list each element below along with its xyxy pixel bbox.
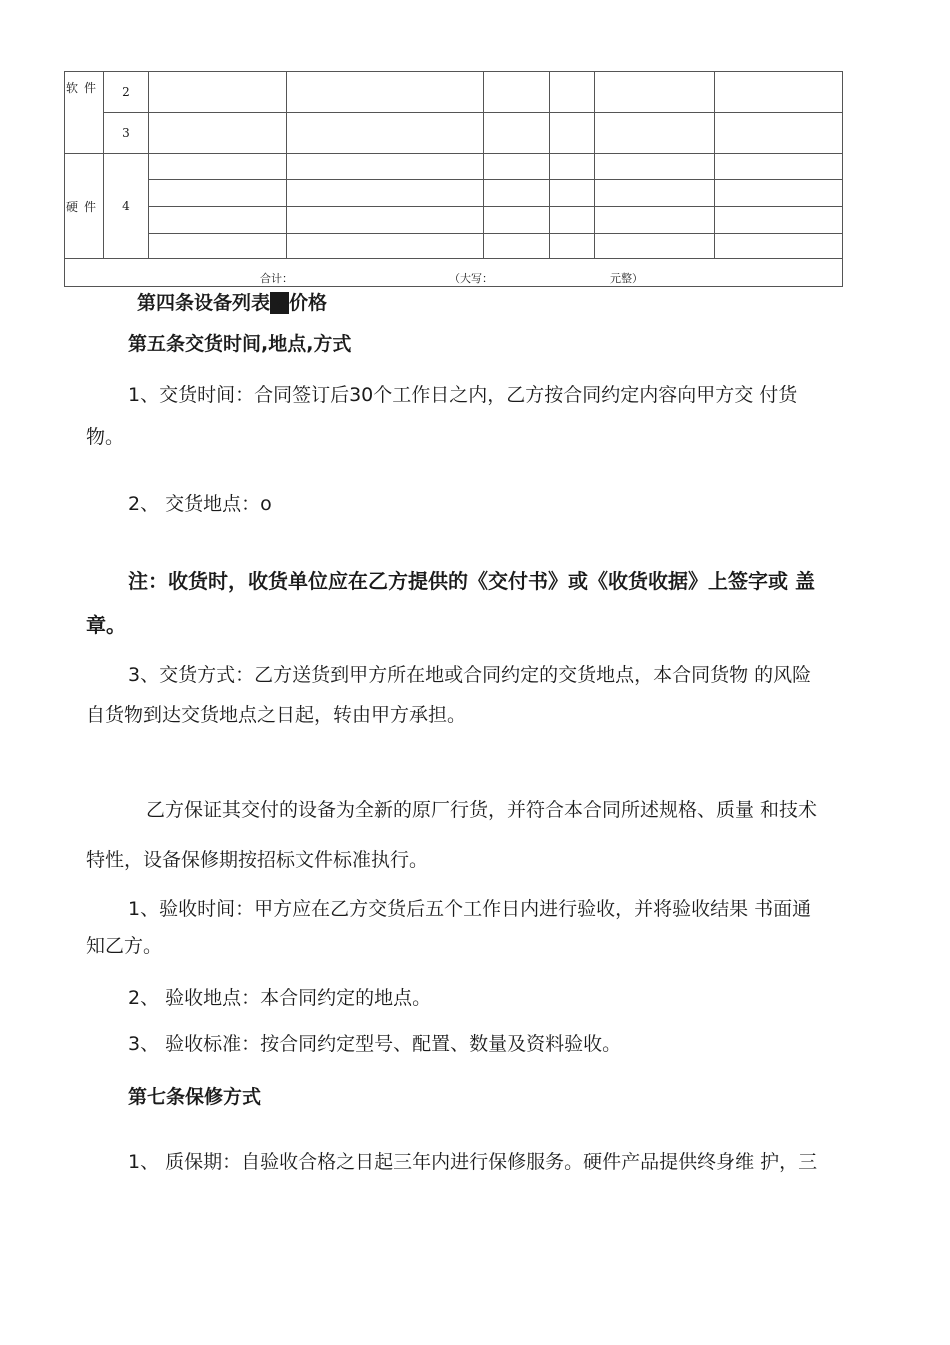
total-label: 合计：	[260, 272, 293, 285]
delivery-place: 2、 交货地点：o	[128, 493, 272, 515]
section7-heading: 第七条保修方式	[128, 1086, 262, 1108]
table-cell	[484, 180, 550, 207]
table-cell	[484, 207, 550, 234]
total-cell	[65, 259, 843, 287]
table-row	[65, 72, 843, 113]
delivery-time-line1: 1、交货时间：合同签订后30个工作日之内，乙方按合同约定内容向甲方交 付货	[128, 384, 798, 406]
table-cell	[715, 234, 843, 259]
table-cell	[550, 180, 595, 207]
table-row	[65, 207, 843, 234]
receipt-note-line2: 章。	[86, 613, 126, 637]
table-cell	[595, 154, 715, 180]
table-cell	[484, 154, 550, 180]
table-cell	[287, 72, 484, 113]
row-number: 4	[104, 154, 149, 259]
hardware-category-cell: 硬件	[65, 154, 104, 259]
table-cell	[550, 234, 595, 259]
table-cell	[595, 113, 715, 154]
delivery-time-line2: 物。	[86, 426, 125, 448]
table-cell	[715, 207, 843, 234]
equipment-table	[64, 71, 843, 287]
table-cell	[715, 154, 843, 180]
table-row	[65, 113, 843, 154]
table-cell	[484, 72, 550, 113]
table-cell	[715, 180, 843, 207]
section4-heading-pre: 第四条设备列表	[137, 292, 271, 314]
table-cell	[287, 113, 484, 154]
section4-heading	[137, 291, 327, 315]
yuanzheng-label: 元整）	[610, 272, 643, 285]
table-cell	[715, 113, 843, 154]
delivery-method-line2: 自货物到达交货地点之日起，转由甲方承担。	[86, 704, 467, 726]
table-cell	[149, 113, 287, 154]
table-row	[65, 154, 843, 180]
table-cell	[595, 234, 715, 259]
acceptance-time-line1: 1、验收时间：甲方应在乙方交货后五个工作日内进行验收，并将验收结果 书面通	[128, 898, 812, 920]
table-row	[65, 180, 843, 207]
acceptance-time-line2: 知乙方。	[86, 935, 163, 957]
table-cell	[287, 180, 484, 207]
table-cell	[550, 207, 595, 234]
table-cell	[550, 72, 595, 113]
table-cell	[595, 72, 715, 113]
receipt-note-line1: 注：收货时，收货单位应在乙方提供的《交付书》或《收货收据》上签字或 盖	[128, 569, 815, 593]
warranty-period-line1: 1、 质保期：自验收合格之日起三年内进行保修服务。硬件产品提供终身维 护，三	[128, 1151, 818, 1173]
table-total-row	[65, 259, 843, 287]
section5-heading: 第五条交货时间,地点,方式	[128, 333, 352, 355]
table-cell	[149, 207, 287, 234]
table-cell	[149, 234, 287, 259]
row-number: 3	[104, 113, 149, 154]
table-cell	[715, 72, 843, 113]
table-cell	[287, 234, 484, 259]
guarantee-line1: 乙方保证其交付的设备为全新的原厂行货，并符合本合同所述规格、质量 和技术	[146, 799, 818, 821]
table-cell	[149, 180, 287, 207]
table-cell	[550, 113, 595, 154]
row-number: 2	[104, 72, 149, 113]
table-cell	[550, 154, 595, 180]
acceptance-standard: 3、 验收标准：按合同约定型号、配置、数量及资料验收。	[128, 1033, 622, 1055]
table-cell	[595, 207, 715, 234]
table-cell	[484, 234, 550, 259]
table-cell	[484, 113, 550, 154]
table-row	[65, 234, 843, 259]
table-cell	[287, 207, 484, 234]
guarantee-line2: 特性，设备保修期按招标文件标准执行。	[86, 849, 429, 871]
daxie-label: （大写：	[449, 272, 493, 285]
table-cell	[595, 180, 715, 207]
acceptance-place: 2、 验收地点：本合同约定的地点。	[128, 987, 432, 1009]
table-cell	[149, 72, 287, 113]
highlighted-char: 及	[270, 292, 290, 314]
table-cell	[287, 154, 484, 180]
delivery-method-line1: 3、交货方式：乙方送货到甲方所在地或合同约定的交货地点，本合同货物 的风险	[128, 664, 812, 686]
software-category-cell: 软件	[65, 72, 104, 154]
section4-heading-post: 价格	[289, 292, 328, 314]
table-cell	[149, 154, 287, 180]
